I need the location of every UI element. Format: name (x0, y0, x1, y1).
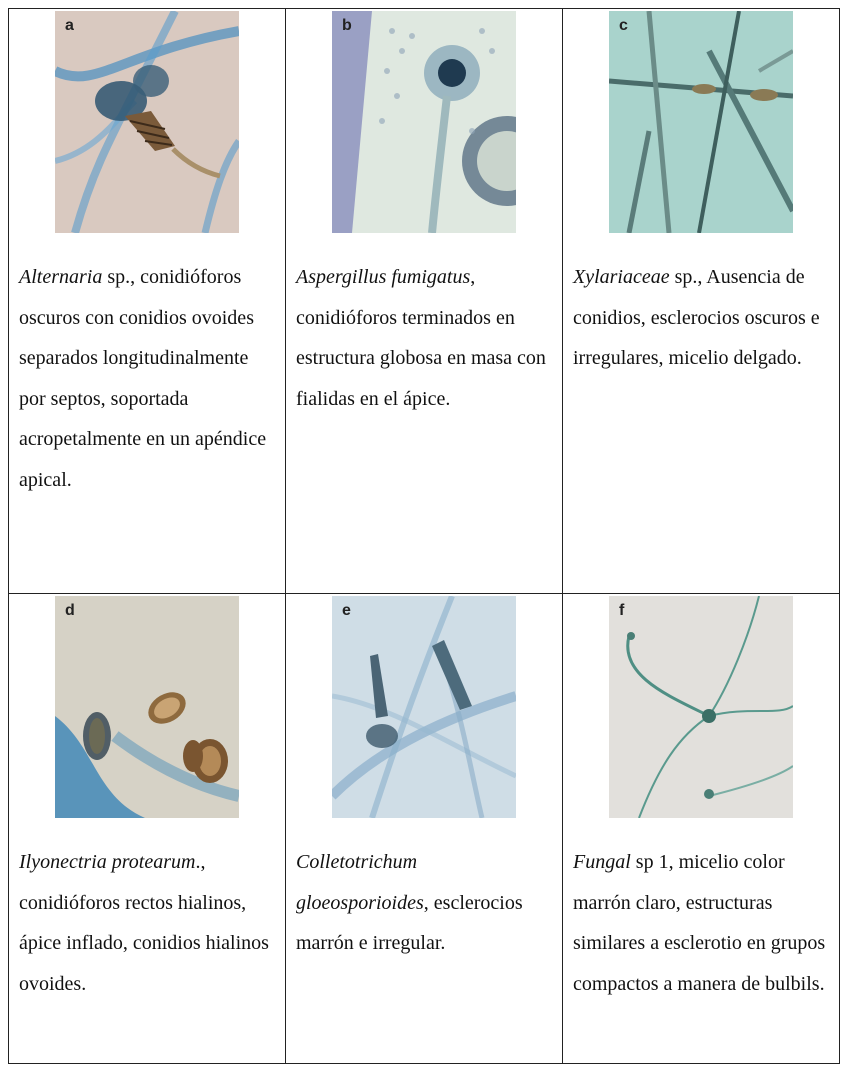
panel-c (563, 9, 839, 594)
species-name: Xylariaceae (573, 266, 670, 288)
description: , esclerocios marrón e irregular. (296, 891, 523, 954)
caption-d (19, 842, 277, 1004)
description: sp., Ausencia de conidios, esclerocios oscuros e irregulares, micelio delgado. (573, 266, 820, 369)
panel-letter: f (619, 602, 625, 619)
caption-a (19, 257, 277, 500)
caption-b (296, 257, 554, 419)
panel-letter: c (619, 17, 628, 34)
micrograph-colletotrichum (332, 596, 516, 818)
micrograph-alternaria (55, 11, 239, 233)
caption-e (296, 842, 554, 964)
panel-letter: e (342, 602, 351, 619)
caption-f (573, 842, 831, 1004)
micrograph-aspergillus (332, 11, 516, 233)
species-name: Ilyonectria protearum (19, 851, 196, 873)
description: , conidióforos terminados en estructura globosa en masa con fialidas en el ápice. (296, 266, 546, 410)
description: ., conidióforos rectos hialinos, ápice inflado, conidios hialinos ovoides. (19, 851, 269, 995)
panel-d (9, 594, 286, 1063)
caption-c (573, 257, 831, 379)
species-name: Colletotrichum gloeosporioides (296, 851, 424, 914)
panel-a (9, 9, 286, 594)
panel-letter: d (65, 602, 75, 619)
figure-table (8, 8, 840, 1064)
species-name: Alternaria (19, 266, 103, 288)
species-name: Fungal (573, 851, 631, 873)
micrograph-ilyonectria (55, 596, 239, 818)
species-name: Aspergillus fumigatus (296, 266, 471, 288)
panel-f (563, 594, 839, 1063)
description: sp., conidióforos oscuros con conidios ovoides separados longitudinalmente por septos, soportada acropetalmente en un apéndice apical. (19, 266, 267, 491)
micrograph-xylariaceae (609, 11, 793, 233)
description: sp 1, micelio color marrón claro, estructuras similares a esclerotio en grupos compactos a manera de bulbils. (573, 851, 826, 995)
panel-letter: a (65, 17, 74, 34)
panel-letter: b (342, 17, 352, 34)
panel-b (286, 9, 563, 594)
micrograph-fungal (609, 596, 793, 818)
panel-e (286, 594, 563, 1063)
